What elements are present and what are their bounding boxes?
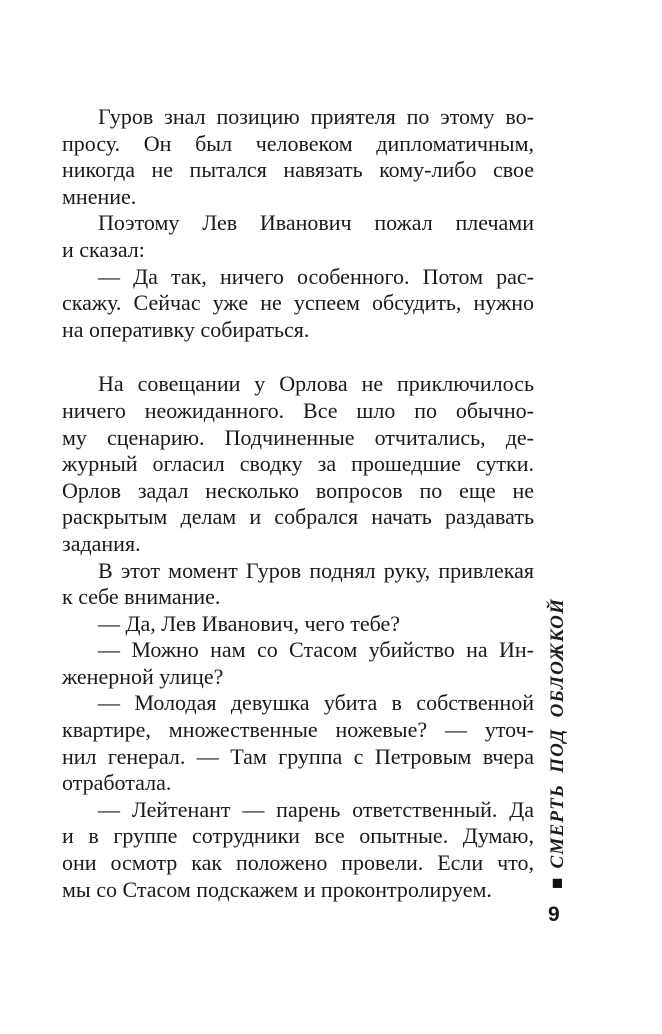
text-line: квартире, множественные ножевые? — уточ- [62, 717, 534, 743]
text-line: мы со Стасом подскажем и проконтролируем. [62, 876, 492, 902]
text-line: ничего неожиданного. Все шло по обычно- [62, 397, 534, 423]
text-line: му сценарию. Подчиненные отчитались, де- [62, 424, 534, 450]
text-line: Поэтому Лев Иванович пожал плечами [98, 210, 534, 236]
section-marker-icon: ■ [547, 877, 568, 889]
text-line: Гуров знал позицию приятеля по этому во- [98, 104, 534, 129]
text-line: они осмотр как положено провели. Если что, [62, 850, 534, 876]
text-line: — Молодая девушка убита в собственной [98, 690, 534, 716]
text-line: задания. [62, 530, 141, 556]
text-line: В этот момент Гуров поднял руку, привлекая [98, 557, 534, 583]
text-line: на оперативку собираться. [62, 316, 310, 342]
text-line: На совещании у Орлова не приключилось [98, 371, 534, 397]
text-line: никогда не пытался навязать кому-либо свое [62, 157, 534, 183]
text-line: к себе внимание. [62, 584, 221, 610]
text-line: женерной улице? [62, 663, 224, 689]
text-line: нил генерал. — Там группа с Петровым вчера [62, 743, 534, 769]
text-line: журный огласил сводку за прошедшие сутки. [62, 451, 534, 477]
paragraph-break [62, 343, 534, 371]
text-line: — Можно нам со Стасом убийство на Ин- [98, 637, 534, 663]
text-line: — Лейтенант — парень ответственный. Да [98, 796, 534, 822]
spine-title [546, 598, 570, 889]
text-line: и сказал: [62, 236, 145, 262]
text-line: мнение. [62, 183, 137, 209]
text-line: — Да так, ничего особенного. Потом рас- [98, 263, 534, 289]
text-line: и в группе сотрудники все опытные. Думаю, [62, 823, 534, 849]
spine-title-text: СМЕРТЬ ПОД ОБЛОЖКОЙ [547, 597, 568, 869]
text-line: раскрытым делам и собрался начать раздавать [62, 504, 534, 530]
text-line: — Да, Лев Иванович, чего тебе? [98, 610, 401, 636]
text-line: скажу. Сейчас уже не успеем обсудить, нужно [62, 290, 534, 316]
text-line: просу. Он был человеком дипломатичным, [62, 130, 534, 156]
text-line: отработала. [62, 770, 172, 796]
text-line: Орлов задал несколько вопросов по еще не [62, 477, 534, 503]
page-number: 9 [548, 903, 560, 926]
text-column [62, 104, 534, 903]
